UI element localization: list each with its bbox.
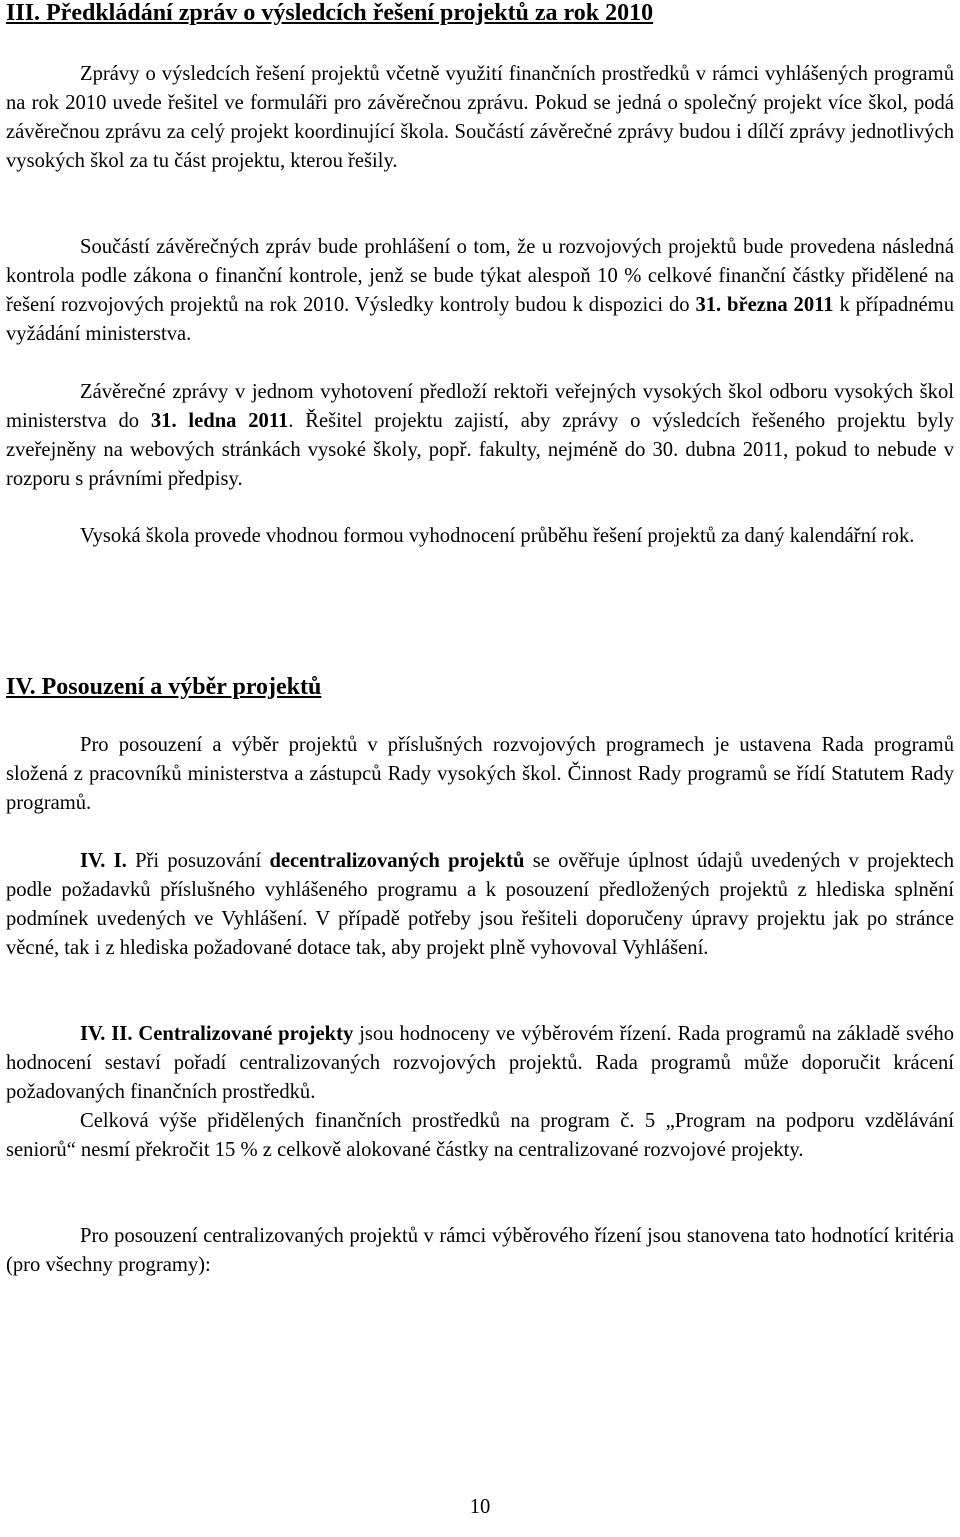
section-3-heading: III. Předkládání zpráv o výsledcích řešení projektů za rok 2010: [6, 0, 654, 26]
page-number: 10: [469, 1496, 491, 1518]
section-3-paragraph-4: Vysoká škola provede vhodnou formou vyhodnocení průběhu řešení projektů za daný kalendářní rok.: [80, 525, 915, 547]
section-4-paragraph-5: Pro posouzení centralizovaných projektů v rámci výběrového řízení jsou stanovena tato hodnotící kritéria (pro všechny programy):: [6, 1225, 954, 1276]
emphasis-text: decentralizovaných projektů: [269, 850, 525, 872]
paragraph-text: se ověřuje úplnost údajů uvedených v projektech podle požadavků příslušného vyhlášeného programu a k posouzení předložených projektů z hlediska splnění podmínek uvedených ve Vyhlášení. V případě potřeby jsou řešiteli doporučeny úpravy projektu jak po stránce věcné, tak i z hlediska požadované dotace tak, aby projekt plně vyhovoval Vyhlášení.: [6, 850, 954, 959]
paragraph-text: k případnému vyžádání ministerstva.: [6, 294, 954, 345]
section-4-paragraph-3: [6, 1020, 954, 1107]
paragraph-text: Součástí závěrečných zpráv bude prohlášení o tom, že u rozvojových projektů bude provedena následná kontrola podle zákona o finanční kontrole, jenž se bude týkat alespoň 10 % celkové finanční částky přidělené na řešení rozvojových projektů na rok 2010. Výsledky kontroly budou k dispozici do: [6, 236, 954, 316]
section-4-paragraph-2: [6, 847, 954, 963]
paragraph-text: Při posuzování: [126, 850, 270, 872]
section-4-heading: IV. Posouzení a výběr projektů: [6, 674, 322, 700]
paragraph-text: . Řešitel projektu zajistí, aby zprávy o výsledcích řešeného projektu byly zveřejněny na webových stránkách vysoké školy, popř. fakulty, nejméně do 30. dubna 2011, pokud to nebude v rozporu s právními předpisy.: [6, 410, 955, 490]
section-3-paragraph-3: [6, 378, 954, 494]
paragraph-text: jsou hodnoceny ve výběrovém řízení. Rada programů na základě svého hodnocení sestaví pořadí centralizovaných rozvojových projektů. Rada programů může doporučit krácení požadovaných finančních prostředků.: [6, 1023, 954, 1103]
section-3-paragraph-2: [6, 233, 954, 349]
section-3-paragraph-1: Zprávy o výsledcích řešení projektů včetně využití finančních prostředků v rámci vyhlášených programů na rok 2010 uvede řešitel ve formuláři pro závěrečnou zprávu. Pokud se jedná o společný projekt více škol, podá závěrečnou zprávu za celý projekt koordinující škola. Součástí závěrečné zprávy budou i dílčí zprávy jednotlivých vysokých škol za tu část projektu, kterou řešily.: [6, 63, 954, 172]
paragraph-text: Závěrečné zprávy v jednom vyhotovení předloží rektoři veřejných vysokých škol odboru vysokých škol ministerstva do: [6, 381, 954, 432]
section-4-paragraph-1: Pro posouzení a výběr projektů v příslušných rozvojových programech je ustavena Rada programů složená z pracovníků ministerstva a zástupců Rady vysokých škol. Činnost Rady programů se řídí Statutem Rady programů.: [6, 734, 954, 814]
deadline-date: 31. ledna 2011: [150, 410, 289, 432]
deadline-date: 31. března 2011: [695, 294, 834, 316]
subsection-label: IV. I.: [80, 850, 127, 872]
emphasis-text: Centralizované projekty: [132, 1023, 354, 1045]
section-4-paragraph-4: Celková výše přidělených finančních prostředků na program č. 5 „Program na podporu vzdělávání seniorů“ nesmí překročit 15 % z celkově alokované částky na centralizované rozvojové projekty.: [6, 1110, 954, 1161]
subsection-label: IV. II.: [80, 1023, 133, 1045]
